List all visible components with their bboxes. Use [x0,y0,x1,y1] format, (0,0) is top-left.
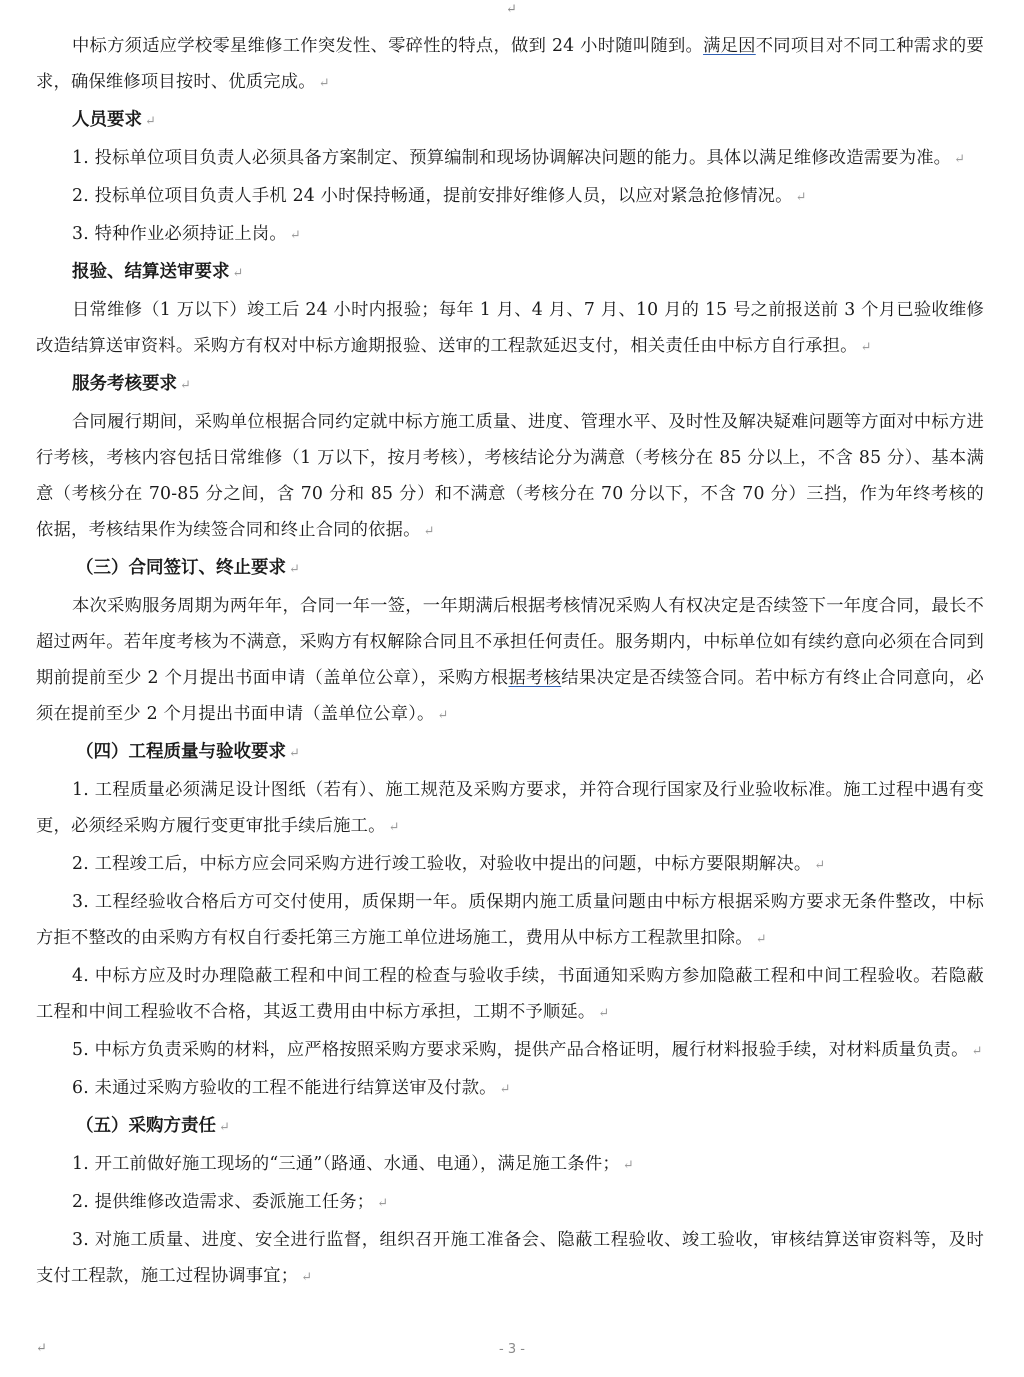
text-run: （三）合同签订、终止要求 [76,558,286,578]
text-run: 日常维修（1 万以下）竣工后 24 小时内报验；每年 1 月、4 月、7 月、10 月的 15 号之前报送前 3 个月已验收维修改造结算送审资料。采购方有权对中标方逾期报验、送审的工程款延迟支付，相关责任由中标方自行承担。 [36,300,984,356]
text-run: 4. 中标方应及时办理隐蔽工程和中间工程的检查与验收手续，书面通知采购方参加隐蔽工程和中间工程验收。若隐蔽工程和中间工程验收不合格，其返工费用由中标方承担，工期不予顺延。 [36,966,984,1022]
paragraph-mark-icon: ↵ [598,1006,610,1021]
paragraph-mark-icon: ↵ [289,562,300,577]
text-run: 中标方须适应学校零星维修工作突发性、零碎性的特点，做到 24 小时随叫随到。 [72,36,704,56]
text-run: 1. 开工前做好施工现场的“三通”（路通、水通、电通），满足施工条件； [72,1154,620,1174]
paragraph-mark-icon: ↵ [860,340,872,355]
text-run: （四）工程质量与验收要求 [76,742,286,762]
quality-item-6 [36,1070,984,1108]
paragraph-mark-icon: ↵ [499,1082,511,1097]
duty-item-2 [36,1184,984,1222]
quality-item-5 [36,1032,984,1070]
quality-item-3 [36,884,984,958]
personnel-item-1 [36,140,984,178]
para-inspection-settlement [36,292,984,366]
paragraph-mark-icon: ↵ [180,378,191,393]
page-number: - 3 - [499,1342,525,1357]
paragraph-mark-icon: ↵ [755,932,767,947]
text-run: 人员要求 [72,110,142,130]
paragraph-mark-icon: ↵ [506,2,517,17]
text-run: 服务考核要求 [72,374,177,394]
paragraph-mark-icon: ↵ [971,1044,983,1059]
text-run: 报验、结算送审要求 [72,262,230,282]
text-run: 5. 中标方负责采购的材料，应严格按照采购方要求采购，提供产品合格证明，履行材料报验手续，对材料质量负责。 [72,1040,969,1060]
underlined-text: 据考核 [508,668,562,688]
text-run: 3. 对施工质量、进度、安全进行监督，组织召开施工准备会、隐蔽工程验收、竣工验收，审核结算送审资料等，及时支付工程款，施工过程协调事宜； [36,1230,984,1286]
text-run: 2. 提供维修改造需求、委派施工任务； [72,1192,375,1212]
paragraph-mark-icon: ↵ [219,1120,230,1135]
text-run: 2. 工程竣工后，中标方应会同采购方进行竣工验收，对验收中提出的问题，中标方要限期解决。 [72,854,812,874]
paragraph-mark-icon: ↵ [289,228,301,243]
paragraph-mark-icon: ↵ [622,1158,634,1173]
paragraph-mark-icon: ↵ [289,746,300,761]
text-run: 合同履行期间，采购单位根据合同约定就中标方施工质量、进度、管理水平、及时性及解决疑难问题等方面对中标方进行考核，考核内容包括日常维修（1 万以下，按月考核），考核结论分为满意（考核分在 85 分以上，不含 85 分）、基本满意（考核分在 70-85 分之间，含 70 分和 85 分）和不满意（考核分在 70 分以下，不含 70 分）三挡，作为年终考核的依据，考核结果作为续签合同和终止合同的依据。 [36,412,984,540]
para-service-assessment [36,404,984,550]
duty-item-3 [36,1222,984,1296]
text-run: 3. 工程经验收合格后方可交付使用，质保期一年。质保期内施工质量问题由中标方根据采购方要求无条件整改，中标方拒不整改的由采购方有权自行委托第三方施工单位进场施工，费用从中标方工程款里扣除。 [36,892,984,948]
personnel-item-3 [36,216,984,254]
paragraph-mark-icon: ↵ [377,1196,389,1211]
paragraph-mark-icon: ↵ [388,820,400,835]
text-run: 3. 特种作业必须持证上岗。 [72,224,287,244]
heading-service-assessment [36,366,984,404]
paragraph-mark-icon: ↵ [437,708,449,723]
heading-purchaser-duties [36,1108,984,1146]
text-run: 本次采购服务周期为两年年，合同一年一签，一年期满后根据考核情况采购人有权决定是否续签下一年度合同，最长不超过两年。若年度考核为不满意，采购方有权解除合同且不承担任何责任。服务期内，中标单位如有续约意向必须在合同到期前提前至少 2 个月提出书面申请（盖单位公章），采购方根 [36,596,984,688]
heading-quality-acceptance [36,734,984,772]
personnel-item-2 [36,178,984,216]
quality-item-1 [36,772,984,846]
quality-item-2 [36,846,984,884]
para-intro [36,28,984,102]
duty-item-1 [36,1146,984,1184]
paragraph-mark-icon: ↵ [814,858,826,873]
paragraph-mark-icon: ↵ [232,266,244,281]
underlined-text: 满足因 [703,36,756,56]
heading-inspection-settlement [36,254,984,292]
paragraph-mark-icon: ↵ [36,1341,47,1356]
document-body [36,28,984,1296]
paragraph-mark-icon: ↵ [954,152,966,167]
heading-contract-signing [36,550,984,588]
text-run: （五）采购方责任 [76,1116,216,1136]
text-run: 结果决定是否续签合同。若中标方有终止合同意向，必须在提前至少 2 个月提出书面申请（盖单位公章）。 [36,668,984,724]
paragraph-mark-icon: ↵ [318,76,330,91]
text-run: 1. 工程质量必须满足设计图纸（若有）、施工规范及采购方要求，并符合现行国家及行业验收标准。施工过程中遇有变更，必须经采购方履行变更审批手续后施工。 [36,780,984,836]
para-contract-signing [36,588,984,734]
quality-item-4 [36,958,984,1032]
heading-personnel [36,102,984,140]
paragraph-mark-icon: ↵ [795,190,807,205]
text-run: 1. 投标单位项目负责人必须具备方案制定、预算编制和现场协调解决问题的能力。具体以满足维修改造需要为准。 [72,148,952,168]
text-run: 不同项目对不同工种需求的要求，确保维修项目按时、优质完成。 [36,36,984,92]
paragraph-mark-icon: ↵ [145,114,156,129]
paragraph-mark-icon: ↵ [301,1270,313,1285]
text-run: 2. 投标单位项目负责人手机 24 小时保持畅通，提前安排好维修人员，以应对紧急抢修情况。 [72,186,793,206]
text-run: 6. 未通过采购方验收的工程不能进行结算送审及付款。 [72,1078,497,1098]
paragraph-mark-icon: ↵ [423,524,435,539]
